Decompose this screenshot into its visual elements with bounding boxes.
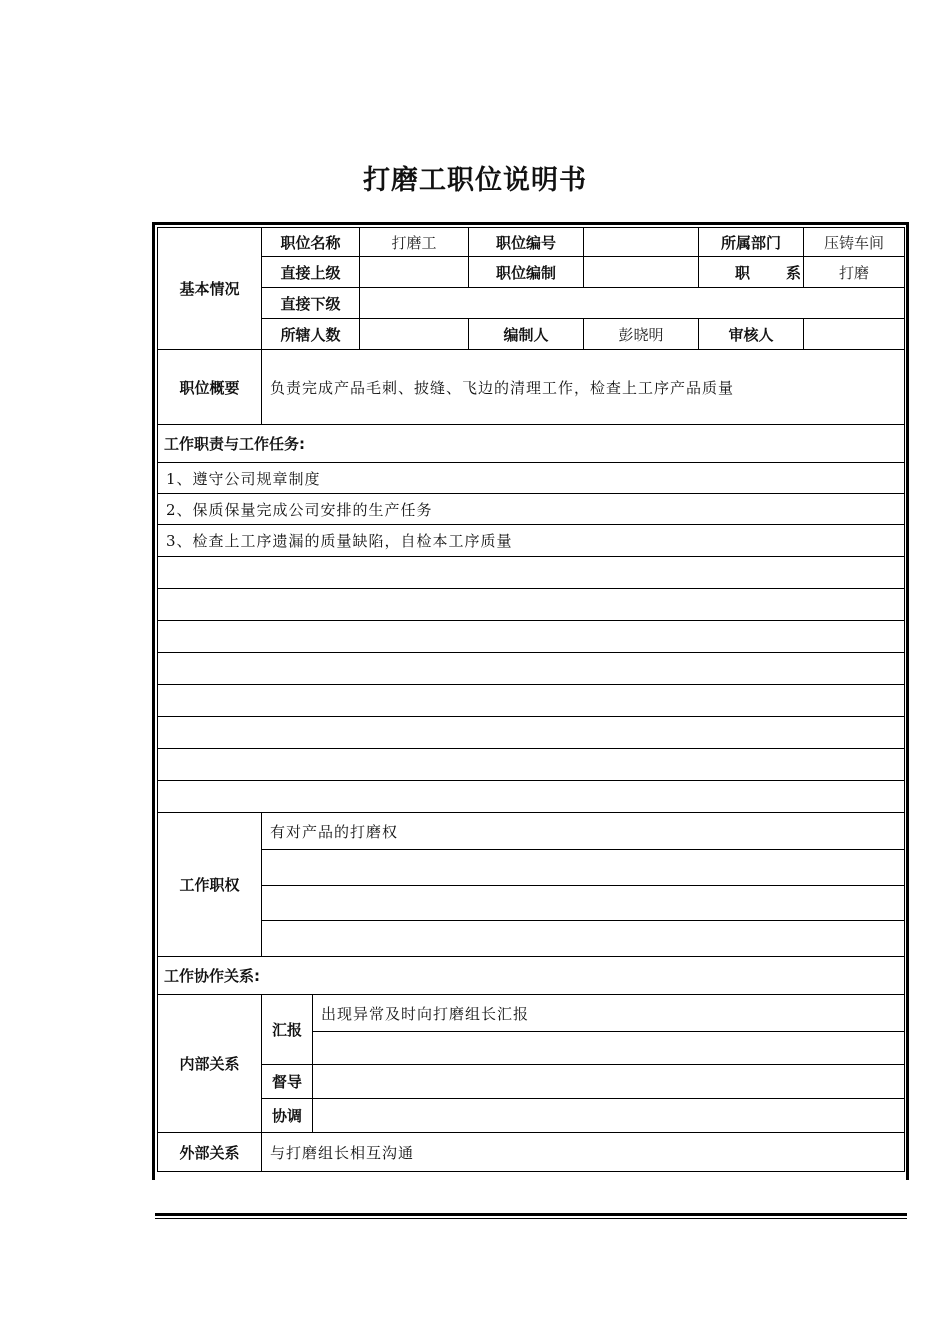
authority-label: 工作职权 (158, 813, 262, 957)
author-value: 彭晓明 (584, 319, 699, 350)
supervise-label: 督导 (262, 1065, 313, 1099)
duty-item (158, 749, 905, 781)
duty-item (158, 589, 905, 621)
author-label: 编制人 (469, 319, 584, 350)
duty-item (158, 621, 905, 653)
authority-item (262, 886, 905, 921)
document-title: 打磨工职位说明书 (363, 165, 587, 196)
subordinate-label: 直接下级 (262, 288, 360, 319)
superior-value (360, 257, 469, 288)
authority-item (262, 850, 905, 886)
subordinate-value (360, 288, 905, 319)
job-description-form (157, 227, 905, 1172)
duty-item (158, 781, 905, 813)
summary-label: 职位概要 (158, 350, 262, 425)
duty-item: 2、保质保量完成公司安排的生产任务 (158, 494, 905, 525)
internal-relations-label: 内部关系 (158, 995, 262, 1133)
supervise-value (313, 1065, 905, 1099)
duties-heading: 工作职责与工作任务: (158, 425, 905, 463)
authority-item (262, 921, 905, 957)
duty-item (158, 653, 905, 685)
position-name-value: 打磨工 (360, 228, 469, 257)
grade-value (584, 257, 699, 288)
external-relations-label: 外部关系 (158, 1133, 262, 1172)
position-code-label: 职位编号 (469, 228, 584, 257)
superior-label: 直接上级 (262, 257, 360, 288)
headcount-label: 所辖人数 (262, 319, 360, 350)
reviewer-label: 审核人 (699, 319, 804, 350)
duty-item: 1、遵守公司规章制度 (158, 463, 905, 494)
basic-info-label: 基本情况 (158, 228, 262, 350)
report-label: 汇报 (262, 995, 313, 1065)
headcount-value (360, 319, 469, 350)
reviewer-value (804, 319, 905, 350)
duty-item: 3、检查上工序遗漏的质量缺陷，自检本工序质量 (158, 525, 905, 557)
department-label: 所属部门 (699, 228, 804, 257)
duty-item (158, 717, 905, 749)
position-name-label: 职位名称 (262, 228, 360, 257)
duty-item (158, 557, 905, 589)
grade-label: 职位编制 (469, 257, 584, 288)
series-label: 职系 (699, 257, 804, 288)
authority-item: 有对产品的打磨权 (262, 813, 905, 850)
duty-item (158, 685, 905, 717)
report-item: 出现异常及时向打磨组长汇报 (313, 995, 905, 1032)
position-code-value (584, 228, 699, 257)
coordinate-value (313, 1099, 905, 1133)
relations-heading: 工作协作关系: (158, 957, 905, 995)
summary-text: 负责完成产品毛刺、披缝、飞边的清理工作，检查上工序产品质量 (262, 350, 905, 425)
department-value: 压铸车间 (804, 228, 905, 257)
external-relations-value: 与打磨组长相互沟通 (262, 1133, 905, 1172)
series-value: 打磨 (804, 257, 905, 288)
coordinate-label: 协调 (262, 1099, 313, 1133)
footer-divider (155, 1213, 907, 1219)
report-item (313, 1032, 905, 1065)
